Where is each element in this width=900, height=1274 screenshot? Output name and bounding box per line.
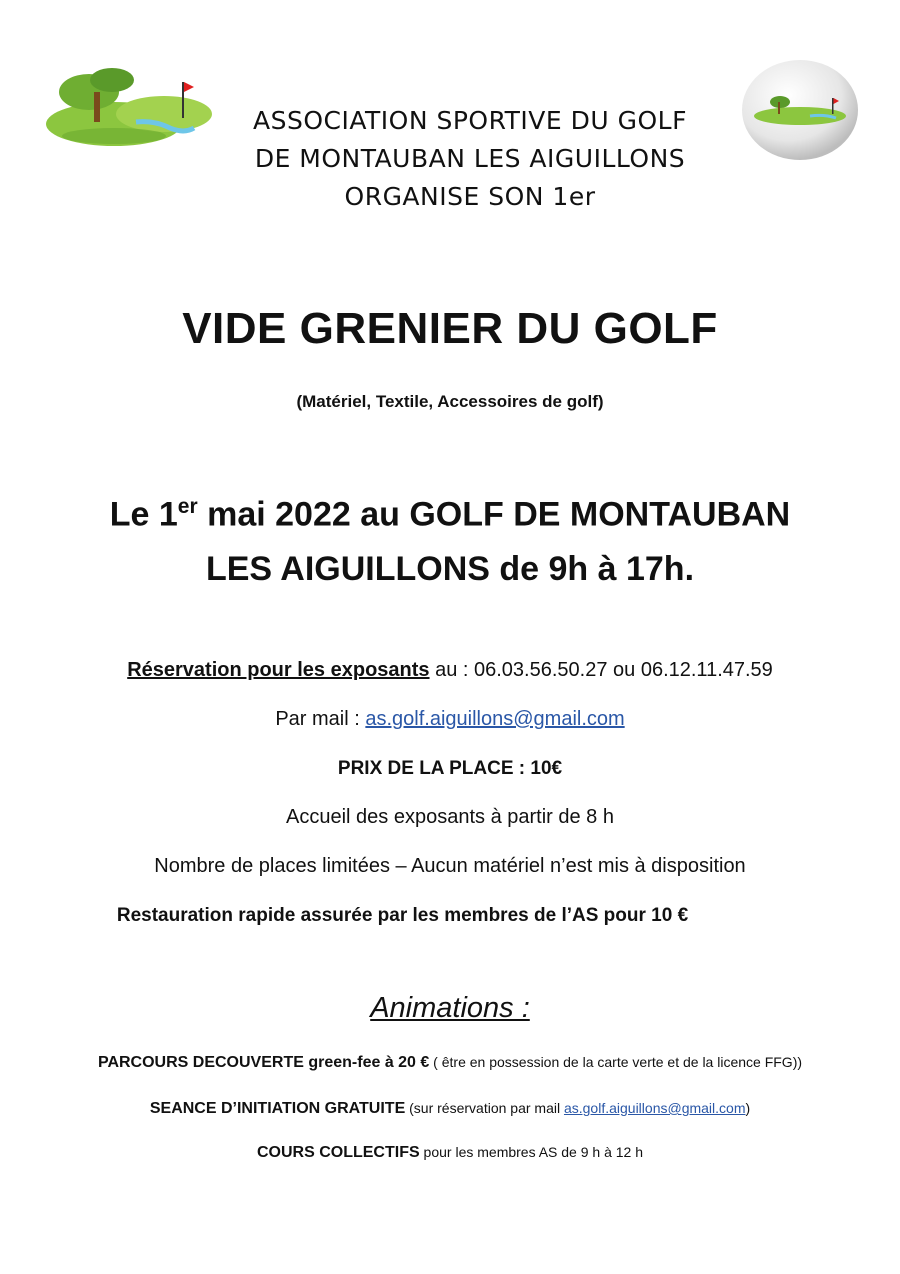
- header-line-3: ORGANISE SON 1er: [344, 182, 596, 211]
- mail-link[interactable]: as.golf.aiguillons@gmail.com: [365, 708, 625, 730]
- mail-line: Par mail : as.golf.aiguillons@gmail.com: [275, 708, 625, 730]
- event-date-line-2: LES AIGUILLONS de 9h à 17h.: [205, 550, 695, 588]
- parcours-line: PARCOURS DECOUVERTE green-fee à 20 € ( être en possession de la carte verte et de la licence FFG)): [97, 1054, 803, 1071]
- event-title: VIDE GRENIER DU GOLF: [182, 304, 718, 353]
- food-line: Restauration rapide assurée par les membres de l’AS pour 10 €: [116, 905, 689, 926]
- reservation-line: [0, 659, 900, 682]
- seance-line: SEANCE D’INITIATION GRATUITE (sur réservation par mail as.golf.aiguillons@gmail.com): [149, 1100, 751, 1117]
- cours-line: COURS COLLECTIFS pour les membres AS de 9 h à 12 h: [256, 1144, 644, 1161]
- seance-mail-link[interactable]: as.golf.aiguillons@gmail.com: [563, 1100, 746, 1116]
- animations-heading: Animations :: [370, 992, 530, 1024]
- places-line: Nombre de places limitées – Aucun matériel n’est mis à disposition: [154, 855, 746, 877]
- price-line: PRIX DE LA PLACE : 10€: [337, 758, 563, 779]
- welcome-line: Accueil des exposants à partir de 8 h: [286, 806, 614, 828]
- reservation-phones: au : 06.03.56.50.27 ou 06.12.11.47.59: [429, 659, 773, 681]
- event-subtitle: (Matériel, Textile, Accessoires de golf): [296, 392, 604, 411]
- header-line-1: ASSOCIATION SPORTIVE DU GOLF: [253, 106, 687, 135]
- header-line-2: DE MONTAUBAN LES AIGUILLONS: [254, 144, 686, 173]
- event-date-line-1: Le 1er mai 2022 au GOLF DE MONTAUBAN: [109, 495, 791, 534]
- reservation-label: Réservation pour les exposants: [127, 659, 430, 681]
